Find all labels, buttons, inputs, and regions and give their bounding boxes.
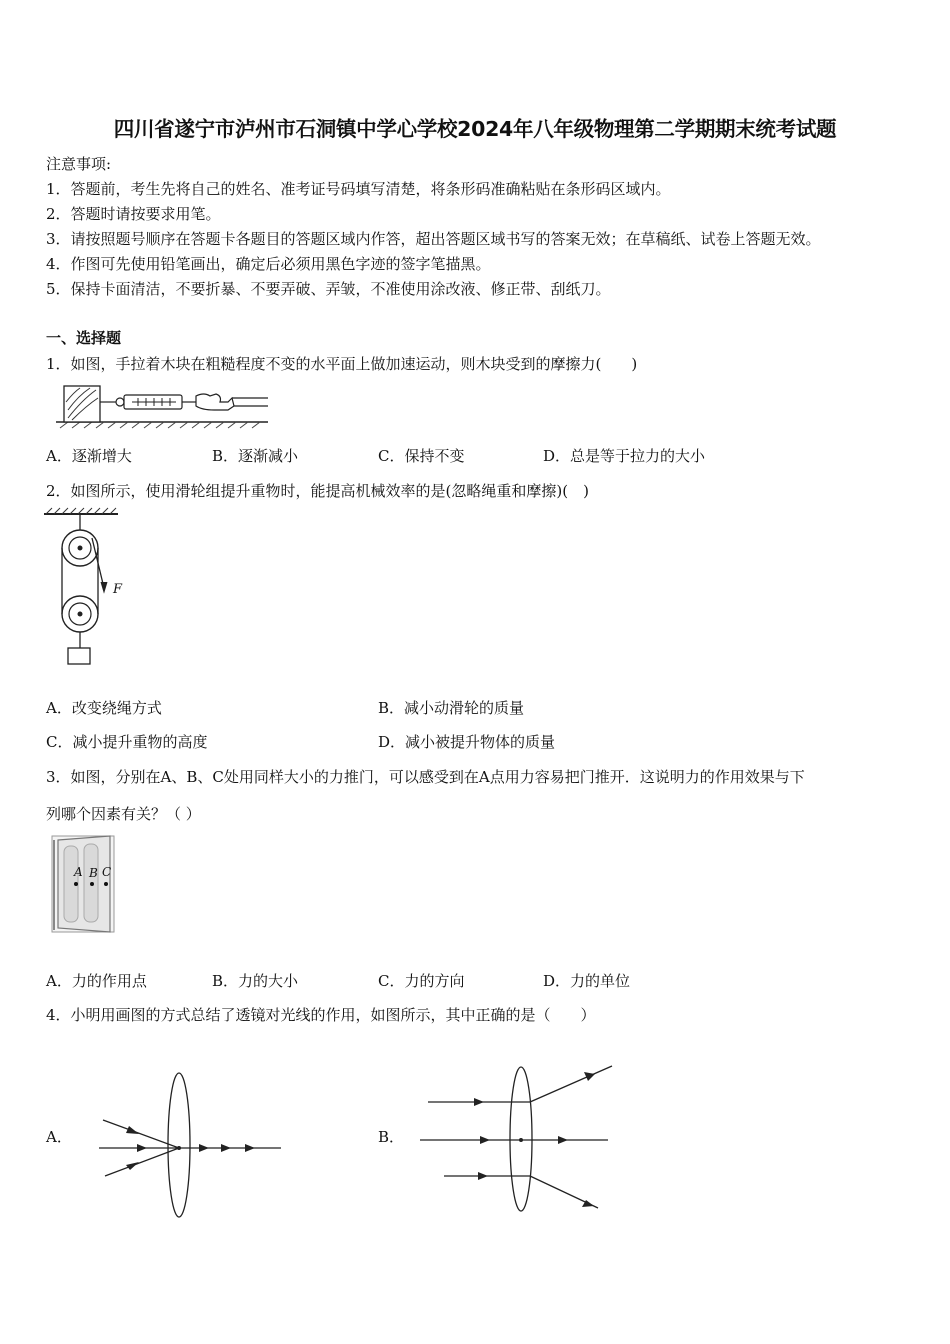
q4-stem: 4．小明用画图的方式总结了透镜对光线的作用，如图所示，其中正确的是（ ） bbox=[46, 1006, 596, 1024]
notice-item: 5．保持卡面清洁，不要折暴、不要弄破、弄皱，不准使用涂改液、修正带、刮纸刀。 bbox=[46, 280, 611, 298]
q1-option-c[interactable]: C．保持不变 bbox=[378, 447, 465, 465]
q3-stem-line2: 列哪个因素有关？（ ） bbox=[46, 805, 201, 823]
q4-option-b-label[interactable]: B． bbox=[378, 1128, 405, 1146]
q1-stem: 1．如图，手拉着木块在粗糙程度不变的水平面上做加速运动，则木块受到的摩擦力( ) bbox=[46, 355, 638, 373]
notice-item: 2．答题时请按要求用笔。 bbox=[46, 205, 221, 223]
notice-item: 1．答题前，考生先将自己的姓名、准考证号码填写清楚，将条形码准确粘贴在条形码区域内。 bbox=[46, 180, 671, 198]
q3-option-a[interactable]: A．力的作用点 bbox=[46, 972, 147, 990]
q4-lens-figure-b bbox=[418, 1062, 618, 1212]
q1-option-d[interactable]: D．总是等于拉力的大小 bbox=[543, 447, 706, 465]
q2-option-d[interactable]: D．减小被提升物体的质量 bbox=[378, 733, 556, 751]
notice-item: 4．作图可先使用铅笔画出，确定后必须用黑色字迹的签字笔描黑。 bbox=[46, 255, 491, 273]
page-title: 四川省遂宁市泸州市石洞镇中学心学校2024年八年级物理第二学期期末统考试题 bbox=[113, 117, 837, 141]
door-label-c: C bbox=[102, 865, 112, 879]
q3-option-b[interactable]: B．力的大小 bbox=[212, 972, 299, 990]
q1-option-b[interactable]: B．逐渐减小 bbox=[212, 447, 299, 465]
q3-option-c[interactable]: C．力的方向 bbox=[378, 972, 465, 990]
q2-option-b[interactable]: B．减小动滑轮的质量 bbox=[378, 699, 525, 717]
door-label-b: B bbox=[89, 866, 98, 880]
q2-option-c[interactable]: C．减小提升重物的高度 bbox=[46, 733, 208, 751]
q2-option-a[interactable]: A．改变绕绳方式 bbox=[46, 699, 162, 717]
notice-item: 3．请按照题号顺序在答题卡各题目的答题区域内作答，超出答题区域书写的答案无效；在草稿纸、试卷上答题无效。 bbox=[46, 230, 821, 248]
door-label-a: A bbox=[74, 865, 83, 879]
q1-option-a[interactable]: A．逐渐增大 bbox=[46, 447, 132, 465]
q2-stem: 2．如图所示，使用滑轮组提升重物时，能提高机械效率的是(忽略绳重和摩擦)( ) bbox=[46, 482, 589, 500]
q3-door-figure bbox=[50, 836, 116, 934]
q2-force-label: F bbox=[113, 582, 123, 597]
q1-block-figure bbox=[56, 380, 268, 428]
q3-stem-line1: 3．如图，分别在A、B、C处用同样大小的力推门，可以感受到在A点用力容易把门推开．这说明力的作用效果与下 bbox=[46, 768, 805, 786]
q4-option-a-label[interactable]: A． bbox=[46, 1128, 72, 1146]
section-heading: 一、选择题 bbox=[46, 329, 122, 347]
q4-lens-figure-a bbox=[95, 1070, 285, 1220]
q3-option-d[interactable]: D．力的单位 bbox=[543, 972, 631, 990]
notice-heading: 注意事项: bbox=[46, 155, 112, 173]
